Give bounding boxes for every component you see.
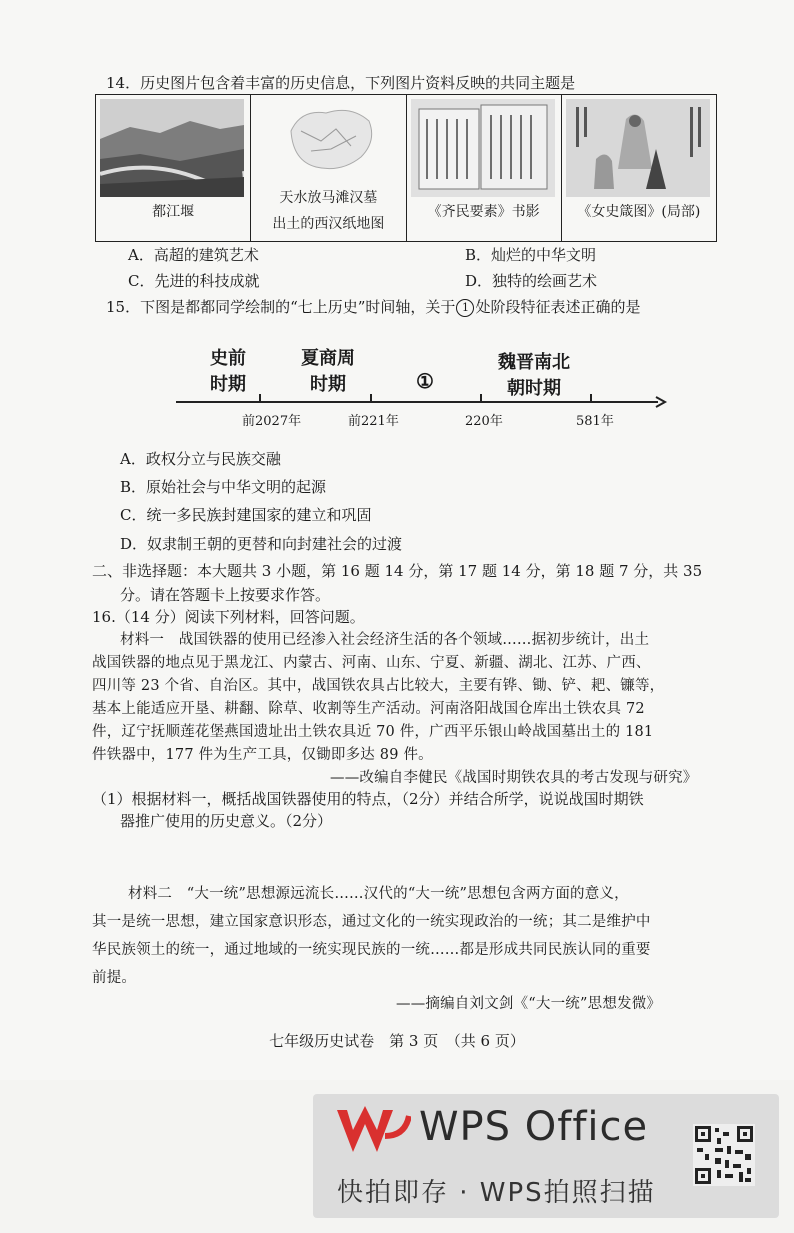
- painting-photo: [566, 99, 710, 197]
- section2-heading-line2: 分。请在答题卡上按要求作答。: [120, 586, 331, 604]
- material1-line: 基本上能适应开垦、耕翻、除草、收割等生产活动。河南洛阳战国仓库出土铁农具 72: [92, 701, 645, 717]
- q16-sub1-line2: 器推广使用的历史意义。（2分）: [120, 812, 333, 830]
- material2-line: 其一是统一思想，建立国家意识形态，通过文化的一统实现政治的一统；其二是维护中: [92, 914, 651, 930]
- section2-heading-line1: 二、非选择题：本大题共 3 小题，第 16 题 14 分，第 17 题 14 分，第 18 题 7 分，共 35: [92, 562, 703, 580]
- timeline-tick-bc2027: 前2027年: [242, 414, 302, 429]
- timeline-tick-ad581: 581年: [576, 414, 614, 429]
- timeline-tick-bc221: 前221年: [348, 414, 399, 429]
- material1-line: 材料一 战国铁器的使用已经渗入社会经济生活的各个领域……据初步统计，出土: [120, 632, 650, 648]
- timeline-label-weijin-l2: 朝时期: [507, 378, 561, 399]
- q15-option-a[interactable]: A．政权分立与民族交融: [120, 450, 281, 468]
- q15-stem-circle-mark: [456, 299, 474, 317]
- q15-stem: [106, 296, 640, 317]
- qr-code-icon[interactable]: [693, 1124, 755, 1186]
- wps-tagline: 快拍即存 · WPS拍照扫描: [337, 1178, 656, 1208]
- q14-option-c[interactable]: C．先进的科技成就: [128, 272, 260, 290]
- caption-paper-map-line2: 出土的西汉纸地图: [272, 216, 385, 232]
- q15-stem-circle-number: 1: [461, 301, 469, 314]
- caption-paper-map-line1: 天水放马滩汉墓: [279, 190, 378, 206]
- timeline-label-prehistoric-l1: 史前: [210, 348, 246, 369]
- timeline-label-weijin-l1: 魏晋南北: [498, 352, 570, 373]
- paper-map-illustration: [281, 101, 381, 177]
- timeline-label-xiashangzhou-l2: 时期: [310, 374, 346, 395]
- q14-option-d[interactable]: D．独特的绘画艺术: [465, 272, 598, 290]
- q16-stem: 16.（14 分）阅读下列材料，回答问题。: [92, 608, 365, 626]
- timeline-label-prehistoric: [196, 346, 260, 398]
- image-cell-paper-map: [251, 95, 406, 241]
- q14-stem: 14．历史图片包含着丰富的历史信息，下列图片资料反映的共同主题是: [106, 74, 576, 92]
- material2-line: 前提。: [92, 970, 137, 986]
- wps-watermark: [313, 1094, 779, 1218]
- material2-line: 华民族领土的统一，通过地域的一统实现民族的一统……都是形成共同民族认同的重要: [92, 942, 651, 958]
- wps-logo-icon: [335, 1106, 411, 1156]
- page-footer: 七年级历史试卷 第 3 页 （共 6 页）: [269, 1032, 525, 1050]
- image-cell-dujiangyan: [96, 95, 251, 241]
- q15-option-c[interactable]: C．统一多民族封建国家的建立和巩固: [120, 506, 372, 524]
- q16-sub1-line1: （1）根据材料一，概括战国铁器使用的特点，（2分）并结合所学，说说战国时期铁: [92, 790, 644, 808]
- q15-stem-head: 15．下图是都都同学绘制的“七上历史”时间轴，关于: [106, 298, 456, 316]
- material1-source: ——改编自李健民《战国时期铁农具的考古发现与研究》: [330, 770, 698, 786]
- image-cell-nushizhentu: [562, 95, 716, 241]
- material1-line: 件，辽宁抚顺莲花堡燕国遗址出土铁农具近 70 件，广西平乐银山岭战国墓出土的 181: [92, 724, 654, 740]
- timeline-tick-ad220: 220年: [465, 414, 503, 429]
- material2-line: 材料二 “大一统”思想源远流长……汉代的“大一统”思想包含两方面的意义，: [128, 886, 629, 902]
- material1-line: 四川等 23 个省、自治区。其中，战国铁农具占比较大，主要有铧、锄、铲、耙、镰等，: [92, 678, 665, 694]
- q15-stem-tail: 处阶段特征表述正确的是: [475, 298, 641, 316]
- caption-dujiangyan: 都江堰: [152, 204, 195, 220]
- caption-qiminyaoshu: 《齐民要素》书影: [427, 204, 540, 220]
- q15-option-d[interactable]: D．奴隶制王朝的更替和向封建社会的过渡: [120, 535, 403, 553]
- timeline-label-circle-1: ①: [416, 369, 434, 393]
- material2-source: ——摘编自刘文剑《“大一统”思想发微》: [396, 996, 662, 1012]
- material1-line: 战国铁器的地点见于黑龙江、内蒙古、河南、山东、宁夏、新疆、湖北、江苏、广西、: [92, 655, 651, 671]
- q14-option-b[interactable]: B．灿烂的中华文明: [465, 246, 597, 264]
- dujiangyan-photo: [100, 99, 244, 197]
- material1-line: 件铁器中，177 件为生产工具，仅锄即多达 89 件。: [92, 747, 433, 763]
- timeline-label-prehistoric-l2: 时期: [210, 374, 246, 395]
- q14-image-table: [95, 94, 717, 242]
- q14-option-a[interactable]: A．高超的建筑艺术: [128, 246, 259, 264]
- book-photo: [411, 99, 555, 197]
- timeline-label-xiashangzhou-l1: 夏商周: [301, 348, 355, 369]
- timeline-label-weijin: [486, 350, 582, 402]
- image-cell-qiminyaoshu: [407, 95, 562, 241]
- q15-option-b[interactable]: B．原始社会与中华文明的起源: [120, 478, 327, 496]
- timeline-label-xiashangzhou: [286, 346, 370, 398]
- wps-brand: WPS Office: [419, 1104, 649, 1150]
- caption-nushizhentu: 《女史箴图》(局部): [577, 204, 701, 220]
